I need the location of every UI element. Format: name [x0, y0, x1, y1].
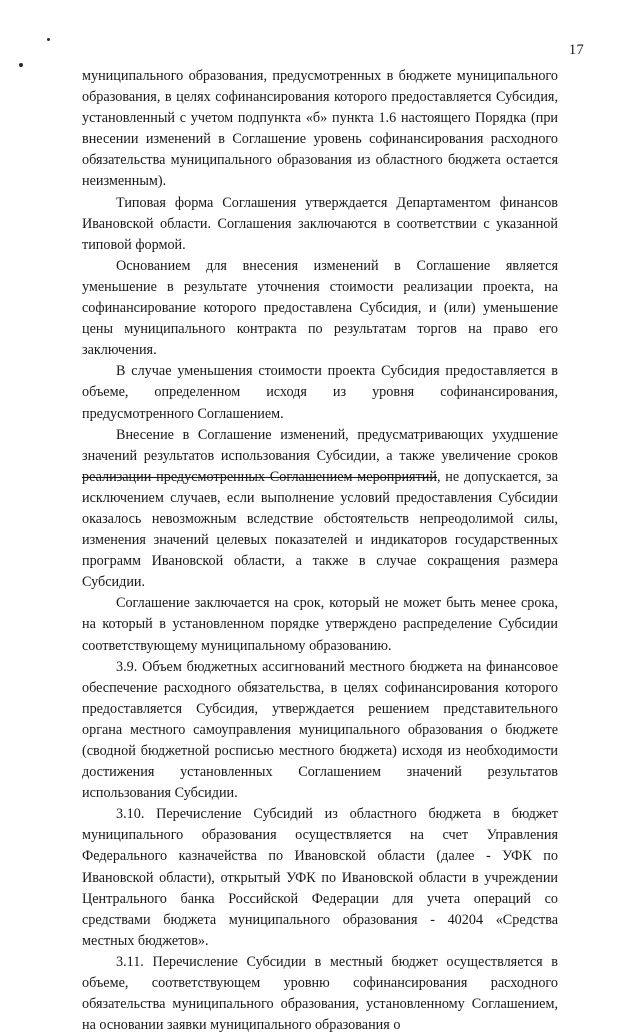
- document-body: [82, 66, 558, 1036]
- paragraph-with-strikethrough: [82, 425, 558, 594]
- paragraph: 3.9. Объем бюджетных ассигнований местного бюджета на финансовое обеспечение расходного обязательства, в целях софинансирования которого предоставляется Субсидия, утверждается решением представительного органа местного самоуправления муниципального образования о бюджете (сводной бюджетной росписью местного бюджета) исходя из необходимости достижения установленных Соглашением значений результатов использования Субсидии.: [82, 658, 558, 802]
- scan-speck-icon: [19, 63, 23, 67]
- paragraph: 3.11. Перечисление Субсидии в местный бюджет осуществляется в объеме, соответствующем уровню софинансирования расходного обязательства муниципального образования, установленному Соглашением, на основании заявки муниципального образования о: [82, 953, 558, 1034]
- paragraph: Соглашение заключается на срок, который не может быть менее срока, на который в установленном порядке утверждено распределение Субсидии соответствующему муниципальному образованию.: [82, 595, 558, 654]
- paragraph: Основанием для внесения изменений в Соглашение является уменьшение в результате уточнения стоимости реализации проекта, на софинансирование которого предоставлена Субсидия, и (или) уменьшение цены муниципального контракта по результатам торгов на право его заключения.: [82, 257, 558, 359]
- paragraph: В случае уменьшения стоимости проекта Субсидия предоставляется в объеме, определенном исходя из уровня софинансирования, предусмотренного Соглашением.: [82, 363, 558, 422]
- struck-text: реализации предусмотренных Соглашением мероприятий: [82, 468, 437, 485]
- paragraph-text-before-strike: Внесение в Соглашение изменений, предусматривающих ухудшение значений результатов использования Субсидии, а также увеличение сроков: [82, 426, 558, 464]
- page-number: 17: [568, 42, 584, 58]
- paragraph: 3.10. Перечисление Субсидий из областного бюджета в бюджет муниципального образования осуществляется на счет Управления Федерального казначейства по Ивановской области (далее - УФК по Ивановской области), открытый УФК по Ивановской области в учреждении Центрального банка Российской Федерации для учета операций со средствами бюджета муниципального образования - 40204 «Средства местных бюджетов».: [82, 806, 558, 949]
- paragraph: муниципального образования, предусмотренных в бюджете муниципального образования, в целях софинансирования которого предоставляется Субсидия, установленный с учетом подпункта «б» пункта 1.6 настоящего Порядка (при внесении изменений в Соглашение уровень софинансирования расходного обязательства муниципального образования из областного бюджета остается неизменным).: [82, 68, 558, 190]
- paragraph-text-after-strike: , не допускается, за исключением случаев, если выполнение условий предоставления Субсидии оказалось невозможным вследствие обстоятельств непреодолимой силы, изменения значений целевых показателей и индикаторов государственных программ Ивановской области, а также в случае сокращения размера Субсидии.: [82, 468, 558, 591]
- scan-speck-icon: [47, 38, 50, 41]
- paragraph: Типовая форма Соглашения утверждается Департаментом финансов Ивановской области. Соглашения заключаются в соответствии с указанной типовой формой.: [82, 194, 558, 253]
